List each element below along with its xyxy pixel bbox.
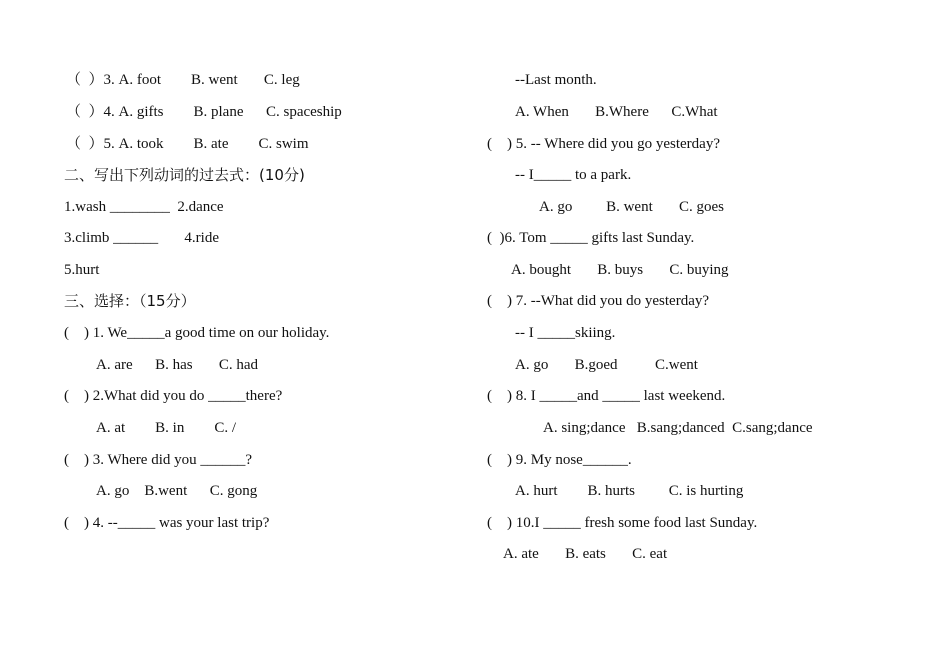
left-line-1: （ ）3. A. foot B. went C. leg	[66, 72, 300, 88]
left-line-15: ( ) 4. --_____ was your last trip?	[64, 515, 270, 531]
right-line-9: -- I _____skiing.	[515, 325, 616, 341]
right-line-15: ( ) 10.I _____ fresh some food last Sunday.	[487, 515, 758, 531]
right-line-2: A. When B.Where C.What	[515, 104, 718, 120]
left-line-9: ( ) 1. We_____a good time on our holiday.	[64, 325, 330, 341]
section-three-heading: 三、选择：（15分）	[64, 292, 196, 310]
right-line-8: ( ) 7. --What did you do yesterday?	[487, 293, 710, 309]
right-line-3: ( ) 5. -- Where did you go yesterday?	[487, 136, 720, 152]
right-line-16: A. ate B. eats C. eat	[503, 546, 668, 562]
left-line-12: A. at B. in C. /	[96, 420, 237, 436]
right-line-12: A. sing;dance B.sang;danced C.sang;dance	[543, 420, 813, 436]
left-line-10: A. are B. has C. had	[96, 357, 259, 373]
left-line-5: 1.wash ________ 2.dance	[64, 199, 224, 215]
left-line-3: （ ）5. A. took B. ate C. swim	[66, 136, 309, 152]
right-line-7: A. bought B. buys C. buying	[511, 262, 729, 278]
left-line-11: ( ) 2.What did you do _____there?	[64, 388, 283, 404]
left-line-13: ( ) 3. Where did you ______?	[64, 452, 253, 468]
right-line-14: A. hurt B. hurts C. is hurting	[515, 483, 744, 499]
left-line-2: （ ）4. A. gifts B. plane C. spaceship	[66, 104, 342, 120]
right-line-5: A. go B. went C. goes	[539, 199, 724, 215]
left-line-14: A. go B.went C. gong	[96, 483, 258, 499]
right-line-4: -- I_____ to a park.	[515, 167, 632, 183]
right-line-6: ( )6. Tom _____ gifts last Sunday.	[487, 230, 695, 246]
section-two-heading: 二、写出下列动词的过去式：(10分)	[64, 166, 305, 184]
right-line-1: --Last month.	[515, 72, 597, 88]
left-line-7: 5.hurt	[64, 262, 100, 278]
right-line-13: ( ) 9. My nose______.	[487, 452, 632, 468]
left-line-6: 3.climb ______ 4.ride	[64, 230, 219, 246]
right-line-10: A. go B.goed C.went	[515, 357, 698, 373]
right-line-11: ( ) 8. I _____and _____ last weekend.	[487, 388, 726, 404]
